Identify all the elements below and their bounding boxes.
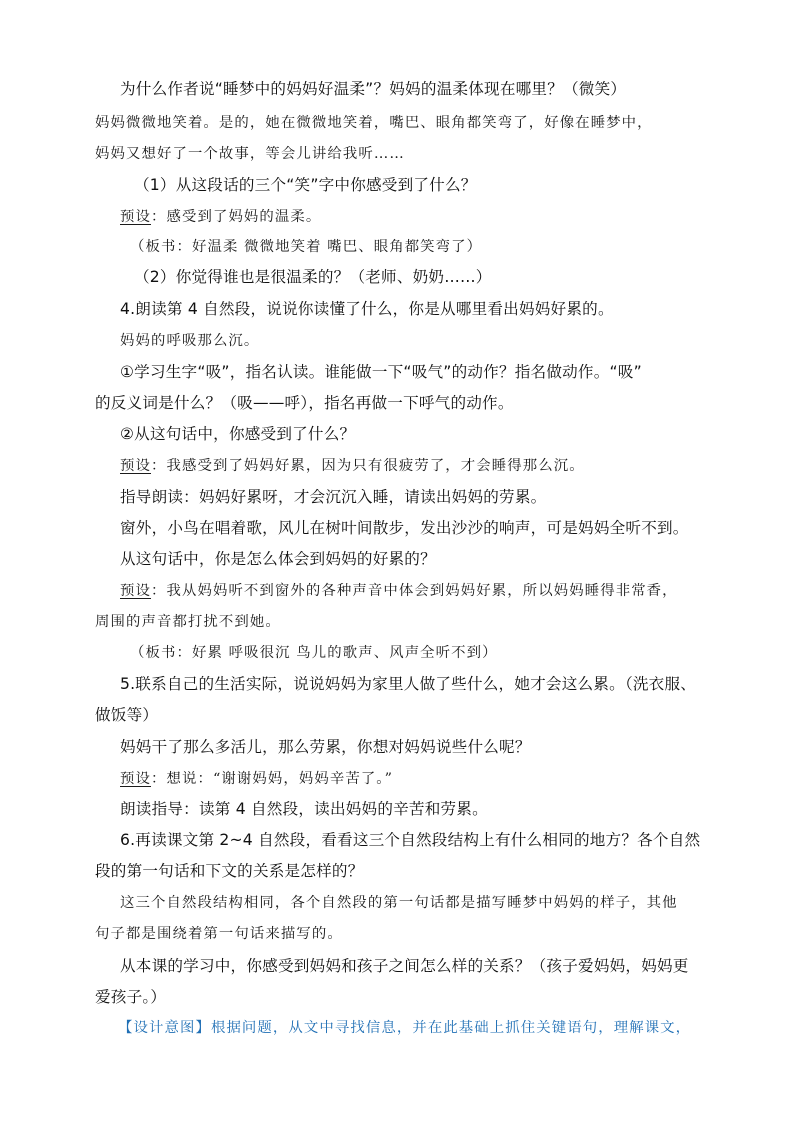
text-line: 段的第一句话和下文的关系是怎样的？ <box>95 862 364 880</box>
preset-label: 预设 <box>120 209 151 225</box>
text-line: 【设计意图】根据问题，从文中寻找信息，并在此基础上抓住关键语句，理解课文， <box>118 1020 692 1036</box>
text-line: 预设：感受到了妈妈的温柔。 <box>120 209 322 225</box>
text-line: 5.联系自己的生活实际，说说妈妈为家里人做了些什么，她才会这么累。（洗衣服、 <box>120 675 697 693</box>
text-line: 这三个自然段结构相同，各个自然段的第一句话都是描写睡梦中妈妈的样子，其他 <box>120 895 678 911</box>
text-line: 爱孩子。） <box>95 988 167 1006</box>
text-line: 朗读指导：读第 4 自然段，读出妈妈的辛苦和劳累。 <box>120 800 488 818</box>
text-line: ①学习生字“吸”，指名认读。谁能做一下“吸气”的动作？指名做动作。“吸” <box>120 363 642 381</box>
text-line: 为什么作者说“睡梦中的妈妈好温柔”？妈妈的温柔体现在哪里？（微笑） <box>120 80 627 98</box>
text-line: （板书：好温柔 微微地笑着 嘴巴、眼角都笑弯了） <box>130 239 483 255</box>
text-line: 妈妈的呼吸那么沉。 <box>120 333 260 349</box>
text-line: 指导朗读：妈妈好累呀，才会沉沉入睡，请读出妈妈的劳累。 <box>120 488 547 506</box>
text-line: 窗外，小鸟在唱着歌，风儿在树叶间散步，发出沙沙的响声，可是妈妈全听不到。 <box>120 519 689 537</box>
preset-label: 预设 <box>120 771 151 787</box>
design-intent-label: 【设计意图】 <box>118 1020 211 1036</box>
text-line: 4.朗读第 4 自然段，说说你读懂了什么，你是从哪里看出妈妈好累的。 <box>120 300 614 318</box>
text-line: 句子都是围绕着第一句话来描写的。 <box>95 926 343 942</box>
text-line: 从这句话中，你是怎么体会到妈妈的好累的？ <box>120 550 436 568</box>
text-line: （2）你觉得谁也是很温柔的？（老师、奶奶……） <box>134 268 492 286</box>
preset-label: 预设 <box>120 458 151 474</box>
text-line: 妈妈微微地笑着。是的，她在微微地笑着，嘴巴、眼角都笑弯了，好像在睡梦中， <box>95 115 653 131</box>
text-line: 妈妈干了那么多活儿，那么劳累，你想对妈妈说些什么呢？ <box>120 738 531 756</box>
text-line: （板书：好累 呼吸很沉 鸟儿的歌声、风声全听不到） <box>130 645 498 661</box>
text-line: 预设：我从妈妈听不到窗外的各种声音中体会到妈妈好累，所以妈妈睡得非常香， <box>120 583 678 599</box>
text-line: 预设：想说：“谢谢妈妈，妈妈辛苦了。” <box>120 771 394 787</box>
text-line: 做饭等） <box>95 706 159 724</box>
text-line: 6.再读课文第 2~4 自然段，看看这三个自然段结构上有什么相同的地方？各个自然 <box>120 831 701 849</box>
text-line: 妈妈又想好了一个故事，等会儿讲给我听…… <box>95 146 405 162</box>
text-line: （1）从这段话的三个“笑”字中你感受到了什么？ <box>134 176 477 194</box>
text-line: 预设：我感受到了妈妈好累，因为只有很疲劳了，才会睡得那么沉。 <box>120 458 585 474</box>
text-line: ②从这句话中，你感受到了什么？ <box>120 425 356 443</box>
text-line: 的反义词是什么？（吸——呼），指名再做一下呼气的动作。 <box>95 394 514 412</box>
preset-label: 预设 <box>120 583 151 599</box>
text-line: 从本课的学习中，你感受到妈妈和孩子之间怎么样的关系？（孩子爱妈妈，妈妈更 <box>120 957 689 975</box>
text-line: 周围的声音都打扰不到她。 <box>95 614 281 630</box>
